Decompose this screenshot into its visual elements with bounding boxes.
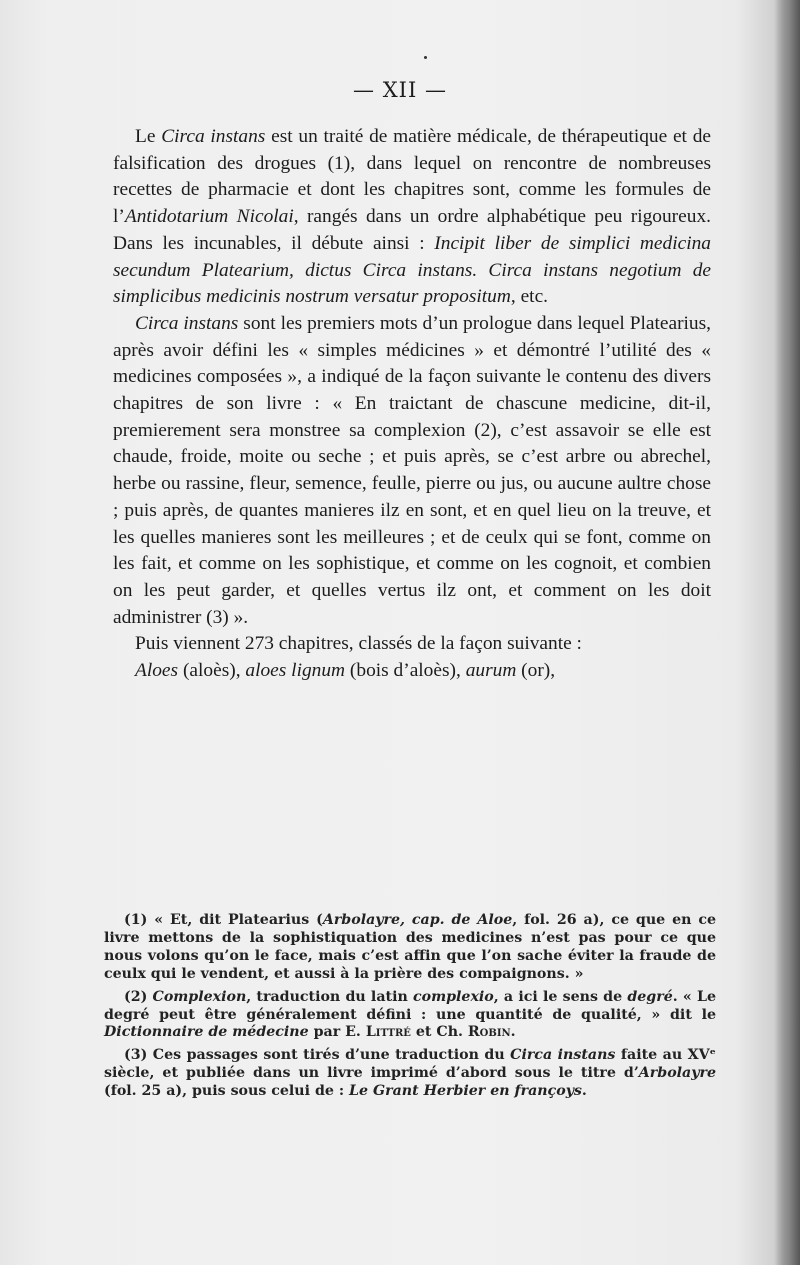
- footnote-3: [104, 1047, 716, 1101]
- italic-term: aurum: [465, 660, 517, 682]
- italic-term: Complexion: [152, 988, 247, 1005]
- page-binding-shadow: [774, 0, 800, 1265]
- text-run: Puis viennent 273 chapitres, classés de la façon suivante :: [135, 633, 582, 655]
- text-run: , a ici le sens de: [493, 988, 628, 1005]
- italic-title: Dictionnaire de médecine: [104, 1024, 309, 1041]
- footnote-1: [104, 912, 716, 984]
- text-run: et Ch.: [410, 1024, 468, 1041]
- text-run: . « Le degré peut être généralement défini : une quantité de qualité, » dit le: [104, 988, 716, 1023]
- author-name: Littré: [365, 1024, 411, 1041]
- paragraph-prologue: [113, 311, 711, 631]
- text-run: , rangés dans un ordre alphabétique peu rigoureux. Dans les incunables, il débute ainsi :: [113, 206, 711, 254]
- text-run: Le: [135, 126, 162, 147]
- text-run: (2): [124, 988, 153, 1005]
- text-run: (bois d’aloès),: [345, 660, 466, 682]
- italic-term: aloes lignum: [245, 660, 346, 682]
- text-run: , fol. 26 a), ce que en ce livre mettons de la sophistiquation des medicines n’est pas pour ce que nous volons qu’on le face, mais c’est affin que l’on sache éviter la fraude de ceulx qui le vendent, et aussi à la prière des compaignons. »: [104, 912, 716, 982]
- italic-title: Circa instans: [135, 312, 239, 334]
- text-run: (aloès),: [178, 660, 246, 682]
- italic-title: Circa instans: [510, 1047, 616, 1064]
- text-run: est un traité de matière médicale, de thérapeutique et de falsification des drogues (1), dans lequel on rencontre de nombreuses recettes de pharmacie et dont les chapitres sont, comme les formules de l’: [113, 126, 711, 228]
- footnotes: [104, 912, 716, 1106]
- paragraph-chapters: [113, 631, 711, 658]
- text-run: sont les premiers mots d’un prologue dans lequel Platearius, après avoir défini les « simples médicines » et démontré l’utilité des « medicines composées », a indiqué de la façon suivante le contenu des divers chapitres de son livre : « En traictant de chascune medicine, dit-il, premierement sera monstree sa complexion (2), c’est assavoir se elle est chaude, froide, moite ou seche ; et puis après, se c’est arbre ou abrechel, herbe ou rassine, fleur, semence, feulle, pierre ou jus, ou aucune aultre chose ; puis après, de quantes manieres ilz en sont, et en quel lieu on la treuve, et les quelles manieres sont les meilleures ; et de ceulx qui se font, comme on les fait, et comme on les sophistique, et comme on les cognoit, et combien on les peut garder, et quelles vertus ilz ont, et comment on les doit administrer (3) ».: [113, 312, 712, 628]
- italic-title: Antidotarium Nicolai: [124, 206, 294, 228]
- print-speck: [424, 56, 427, 59]
- text-run: (3) Ces passages sont tirés d’une traduction du: [124, 1047, 511, 1064]
- paragraph-intro: [113, 124, 711, 311]
- text-run: , traduction du latin: [246, 988, 413, 1005]
- text-run: (or),: [516, 660, 556, 682]
- author-name: Robin: [467, 1024, 511, 1041]
- italic-title: Arbolayre: [638, 1065, 716, 1082]
- text-run: faite au XVᵉ siècle, et publiée dans un livre imprimé d’abord sous le titre d’: [104, 1047, 716, 1082]
- text-run: par E.: [308, 1024, 366, 1041]
- latin-incipit: Incipit liber de simplici medicina secundum Platearium, dictus Circa instans. Circa instans negotium de simplicibus medicinis nostrum versatur propositum: [113, 232, 711, 308]
- text-run: (1) « Et, dit Platearius (: [124, 912, 323, 928]
- page-number: — XII —: [353, 78, 447, 102]
- italic-title: Arbolayre, cap. de Aloe: [322, 912, 513, 928]
- text-run: .: [581, 1083, 587, 1100]
- footnote-2: [104, 989, 716, 1043]
- italic-term: complexio: [413, 988, 494, 1005]
- italic-title: Circa instans: [161, 126, 266, 147]
- paragraph-list: [113, 658, 711, 685]
- text-run: .: [510, 1024, 516, 1041]
- italic-title: Le Grant Herbier en françoys: [349, 1083, 582, 1100]
- italic-term: degré: [627, 988, 673, 1005]
- text-run: (fol. 25 a), puis sous celui de :: [104, 1083, 350, 1100]
- italic-term: Aloes: [135, 660, 179, 682]
- text-run: , etc.: [510, 286, 549, 308]
- main-text: [113, 124, 711, 685]
